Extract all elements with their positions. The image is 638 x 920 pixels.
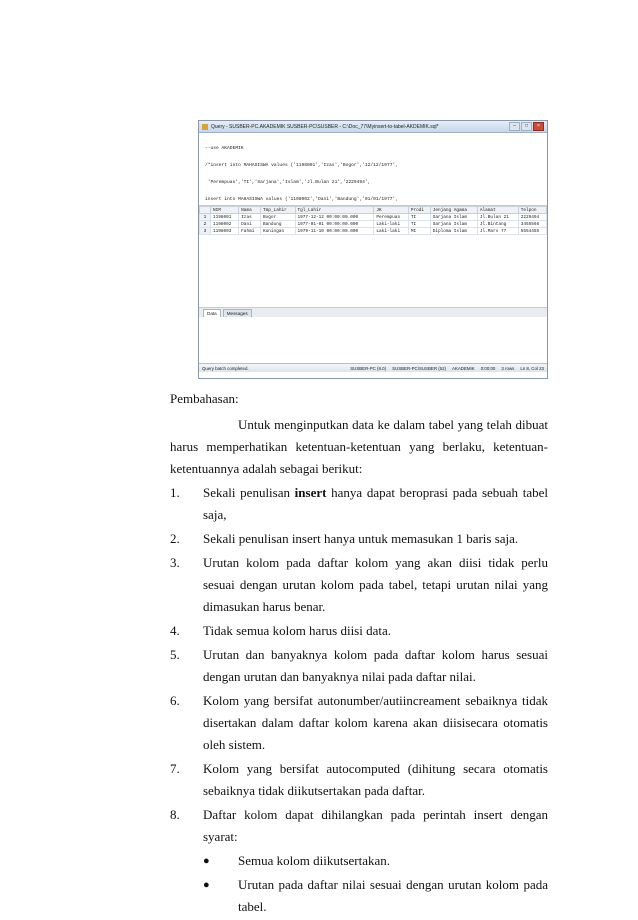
grid-cell[interactable]: Jl.Mars 77 [477, 228, 518, 235]
grid-header-cell[interactable]: Prodi [408, 207, 430, 214]
bullet-text: Semua kolom diikutsertakan. [238, 853, 391, 868]
status-message: Query batch completed. [202, 365, 249, 371]
bullet-icon: ● [203, 879, 210, 891]
sql-editor[interactable] [199, 133, 547, 206]
list-text: Tidak semua kolom harus diisi data. [203, 623, 392, 638]
grid-header-cell [200, 207, 211, 214]
minimize-icon[interactable]: – [509, 122, 520, 131]
grid-cell[interactable]: Kuningan [261, 228, 296, 235]
status-time: 0:00:00 [480, 365, 496, 371]
results-tabs [199, 307, 548, 317]
grid-header-cell[interactable]: Jenjang Agama [430, 207, 477, 214]
window-bottom [199, 372, 547, 379]
grid-cell[interactable]: 1198001 [211, 214, 239, 221]
row-number: 1 [200, 214, 211, 221]
document-body [170, 388, 548, 920]
code-line: 'Perempuan','TI','Sarjana','Islam','Jl.Bulan 21','2229494', [205, 179, 371, 185]
code-line: insert into MAHASISWA values ('1198002','Dani','Bandung','01/01/1977', [205, 196, 398, 202]
status-rows: 3 rows [501, 365, 515, 371]
tab-data[interactable]: Data [203, 309, 221, 317]
list-number: 3. [170, 555, 180, 570]
row-number: 3 [200, 228, 211, 235]
grid-cell[interactable]: 5554455 [518, 228, 546, 235]
list-number: 8. [170, 807, 180, 822]
list-item [170, 620, 548, 642]
grid-header-cell[interactable]: NIM [211, 207, 239, 214]
grid-cell[interactable]: Izas [239, 214, 261, 221]
list-item [170, 528, 548, 550]
status-position: Ln 8, Col 23 [520, 365, 544, 371]
list-number: 5. [170, 647, 180, 662]
grid-header-cell[interactable]: Telpon [518, 207, 546, 214]
rules-list [170, 482, 548, 848]
close-icon[interactable]: × [533, 122, 544, 131]
list-number: 2. [170, 531, 180, 546]
code-line: --use AKADEMIK [205, 146, 244, 152]
list-text: Kolom yang bersifat autocomputed (dihitung secara otomatis sebaiknya tidak diikutsertakan pada daftar. [203, 761, 548, 798]
grid-header-cell[interactable]: Tmp_Lahir [261, 207, 296, 214]
grid-cell[interactable]: Diploma Islam [430, 228, 477, 235]
list-item [170, 804, 548, 848]
grid-cell[interactable]: Laki-laki [374, 221, 409, 228]
list-number: 4. [170, 623, 180, 638]
bullet-icon: ● [203, 855, 210, 867]
window-titlebar [199, 121, 547, 133]
list-item [170, 482, 548, 526]
table-row[interactable] [200, 214, 547, 221]
grid-cell[interactable]: Jl.Bintang [477, 221, 518, 228]
results-pane [199, 206, 547, 310]
intro-text: Untuk menginputkan data ke dalam tabel yang telah dibuat harus memperhatikan ketentuan-ketentuan yang berlaku, [170, 417, 548, 454]
status-user: SUSBER-PC\SUSBER (52) [392, 365, 447, 371]
list-text: Urutan kolom pada daftar kolom yang akan diisi tidak perlu sesuai dengan urutan kolom pada tabel, tetapi urutan nilai yang dimasukan harus benar. [203, 555, 548, 614]
status-bar [199, 363, 547, 372]
row-number: 2 [200, 221, 211, 228]
grid-cell[interactable]: 3455566 [518, 221, 546, 228]
status-database: AKADEMIK [452, 365, 475, 371]
grid-cell[interactable]: Perempuan [374, 214, 409, 221]
list-item [170, 758, 548, 802]
grid-cell[interactable]: 1979-11-10 00:00:00.000 [295, 228, 374, 235]
grid-header-cell[interactable]: Alamat [477, 207, 518, 214]
list-number: 7. [170, 761, 180, 776]
grid-cell[interactable]: Bogor [261, 214, 296, 221]
grid-cell[interactable]: TI [408, 214, 430, 221]
grid-cell[interactable]: Fahmi [239, 228, 261, 235]
grid-cell[interactable]: Bandung [261, 221, 296, 228]
intro-paragraph [170, 414, 548, 480]
grid-cell[interactable]: Sarjana Islam [430, 214, 477, 221]
grid-cell[interactable]: MI [408, 228, 430, 235]
grid-cell[interactable]: 1198003 [211, 228, 239, 235]
tab-messages[interactable]: Messages [223, 309, 252, 317]
grid-cell[interactable]: Sarjana Islam [430, 221, 477, 228]
section-heading: Pembahasan: [170, 391, 239, 406]
grid-header-cell[interactable]: Tgl_Lahir [295, 207, 374, 214]
list-text: Daftar kolom dapat dihilangkan pada perintah insert dengan syarat: [203, 807, 548, 844]
grid-cell[interactable]: 1977-12-12 00:00:00.000 [295, 214, 374, 221]
grid-cell[interactable]: 1198002 [211, 221, 239, 228]
window-title: Query - SUSBER-PC.AKADEMIK SUSBER-PC\SUSBER - C:\Doc_77\Myinsert-to-tabel-AKDEMIK.sql* [211, 123, 439, 130]
grid-cell[interactable]: TI [408, 221, 430, 228]
list-text: Urutan dan banyaknya kolom pada daftar kolom harus sesuai dengan urutan dan banyaknya nilai pada daftar nilai. [203, 647, 548, 684]
grid-header-cell[interactable]: JK [374, 207, 409, 214]
grid-cell[interactable]: 2229494 [518, 214, 546, 221]
keyword-insert: insert [294, 485, 327, 500]
bullet-text: Urutan pada daftar nilai sesuai dengan urutan kolom pada tabel. [238, 877, 548, 914]
intro-text-cont: ketentuan-ketentuannya adalah sebagai berikut: [170, 439, 548, 476]
table-row[interactable] [200, 228, 547, 235]
grid-cell[interactable]: Jl.Bulan 21 [477, 214, 518, 221]
list-item [170, 552, 548, 618]
list-item [170, 850, 548, 872]
grid-cell[interactable]: Laki-laki [374, 228, 409, 235]
list-number: 1. [170, 485, 180, 500]
list-text: Sekali penulisan insert hanya dapat beroprasi pada sebuah tabel saja, [203, 485, 548, 522]
condition-list [170, 850, 548, 918]
grid-header-cell[interactable]: Nama [239, 207, 261, 214]
query-file-icon [202, 124, 208, 130]
table-row[interactable] [200, 221, 547, 228]
grid-cell[interactable]: 1977-01-01 00:00:00.000 [295, 221, 374, 228]
list-text: Kolom yang bersifat autonumber/autiincreament sebaiknya tidak disertakan dalam daftar kolom karena akan diisisecara otomatis oleh sistem. [203, 693, 548, 752]
list-item [170, 644, 548, 688]
grid-cell[interactable]: Dani [239, 221, 261, 228]
results-grid[interactable] [199, 206, 547, 235]
list-item [170, 874, 548, 918]
status-server: SUSBER-PC (8.0) [350, 365, 387, 371]
list-number: 6. [170, 693, 180, 708]
maximize-icon[interactable]: □ [521, 122, 532, 131]
list-text: Sekali penulisan insert hanya untuk memasukan 1 baris saja. [203, 531, 519, 546]
list-item [170, 690, 548, 756]
code-line: /*insert into MAHASISWA values ('1198001','Izas','Bogor','12/12/1977', [205, 162, 398, 168]
grid-header-row [200, 207, 547, 214]
query-window-screenshot [198, 120, 548, 379]
